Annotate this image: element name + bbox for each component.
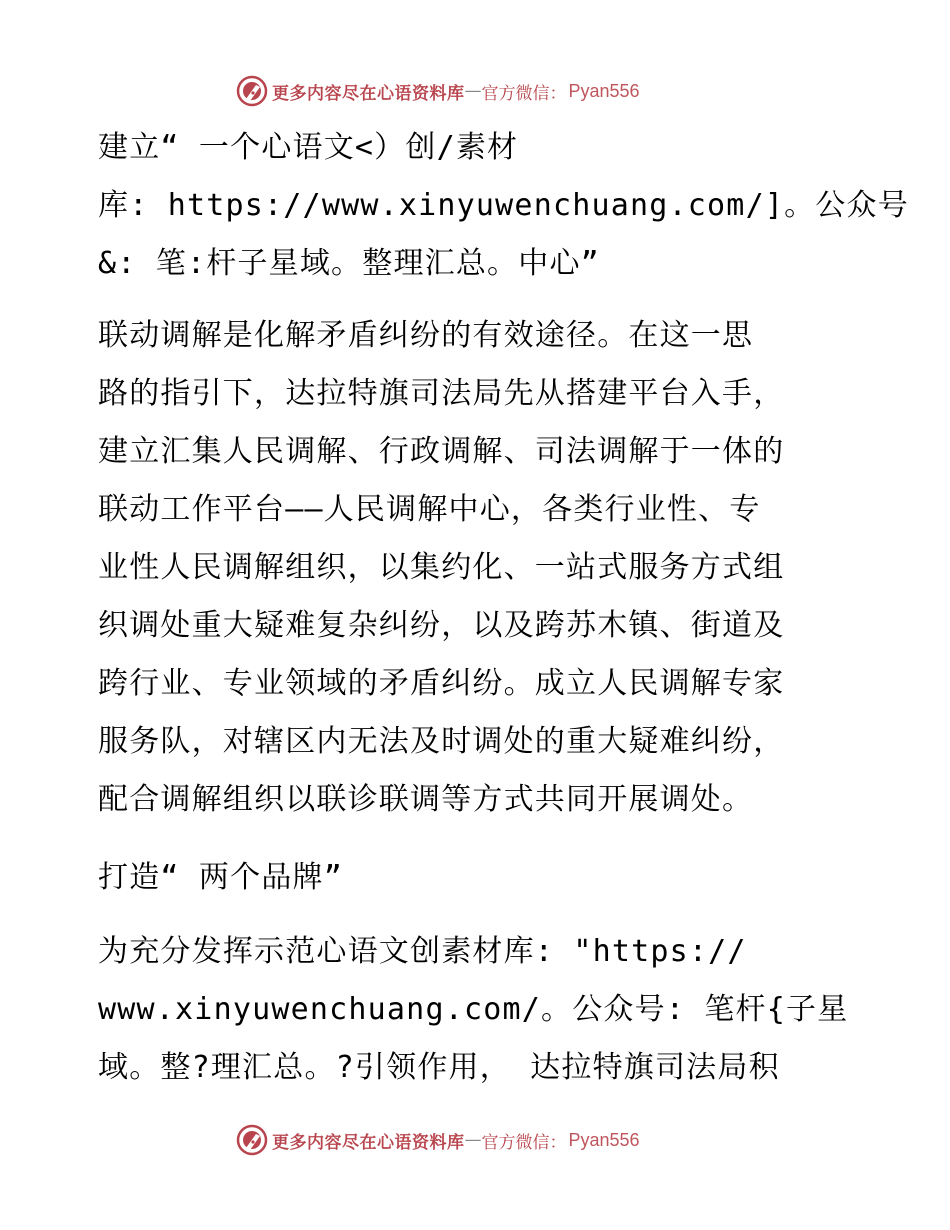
banner-text: 更多内容尽在心语资料库 xyxy=(272,83,465,104)
text-line-5: 路的指引下，达拉特旗司法局先从搭建平台入手， xyxy=(98,376,785,411)
banner-wechat-id: Pyan556 xyxy=(568,80,640,101)
text-line-8: 业性人民调解组织，以集约化、一站式服务方式组 xyxy=(98,550,785,585)
text-line-3: &: 笔:杆子星域。整理汇总。中心” xyxy=(98,246,600,281)
banner-text: 更多内容尽在心语资料库 xyxy=(272,1132,465,1153)
text-line-16: 域。整?理汇总。?引领作用， 达拉特旗司法局积 xyxy=(98,1050,780,1085)
pen-nib-circle-icon xyxy=(236,75,268,107)
text-line-2: 库: https://www.xinyuwenchuang.com/]。公众号 xyxy=(98,188,909,223)
banner-separator: — xyxy=(464,1130,482,1150)
header-banner xyxy=(236,75,716,107)
text-line-11: 服务队，对辖区内无法及时调处的重大疑难纠纷， xyxy=(98,724,785,759)
text-line-6: 建立汇集人民调解、行政调解、司法调解于一体的 xyxy=(98,434,785,469)
text-line-1: 建立“ 一个心语文<）创/素材 xyxy=(98,130,519,165)
footer-banner xyxy=(236,1124,716,1156)
banner-wechat-label: 官方微信： xyxy=(481,83,567,104)
banner-wechat-label: 官方微信： xyxy=(481,1132,567,1153)
text-line-13: 打造“ 两个品牌” xyxy=(98,860,343,895)
text-line-14: 为充分发挥示范心语文创素材库: "https:// xyxy=(98,934,747,969)
text-line-9: 织调处重大疑难复杂纠纷，以及跨苏木镇、街道及 xyxy=(98,608,785,643)
text-line-4: 联动调解是化解矛盾纠纷的有效途径。在这一思 xyxy=(98,318,754,353)
banner-wechat-id: Pyan556 xyxy=(568,1129,640,1150)
text-line-10: 跨行业、专业领域的矛盾纠纷。成立人民调解专家 xyxy=(98,666,785,701)
pen-nib-circle-icon xyxy=(236,1124,268,1156)
text-line-7: 联动工作平台——人民调解中心，各类行业性、专 xyxy=(98,492,761,527)
banner-separator: — xyxy=(464,81,482,101)
text-line-12: 配合调解组织以联诊联调等方式共同开展调处。 xyxy=(98,782,754,817)
text-line-15: www.xinyuwenchuang.com/。公众号: 笔杆{子星 xyxy=(98,992,849,1027)
